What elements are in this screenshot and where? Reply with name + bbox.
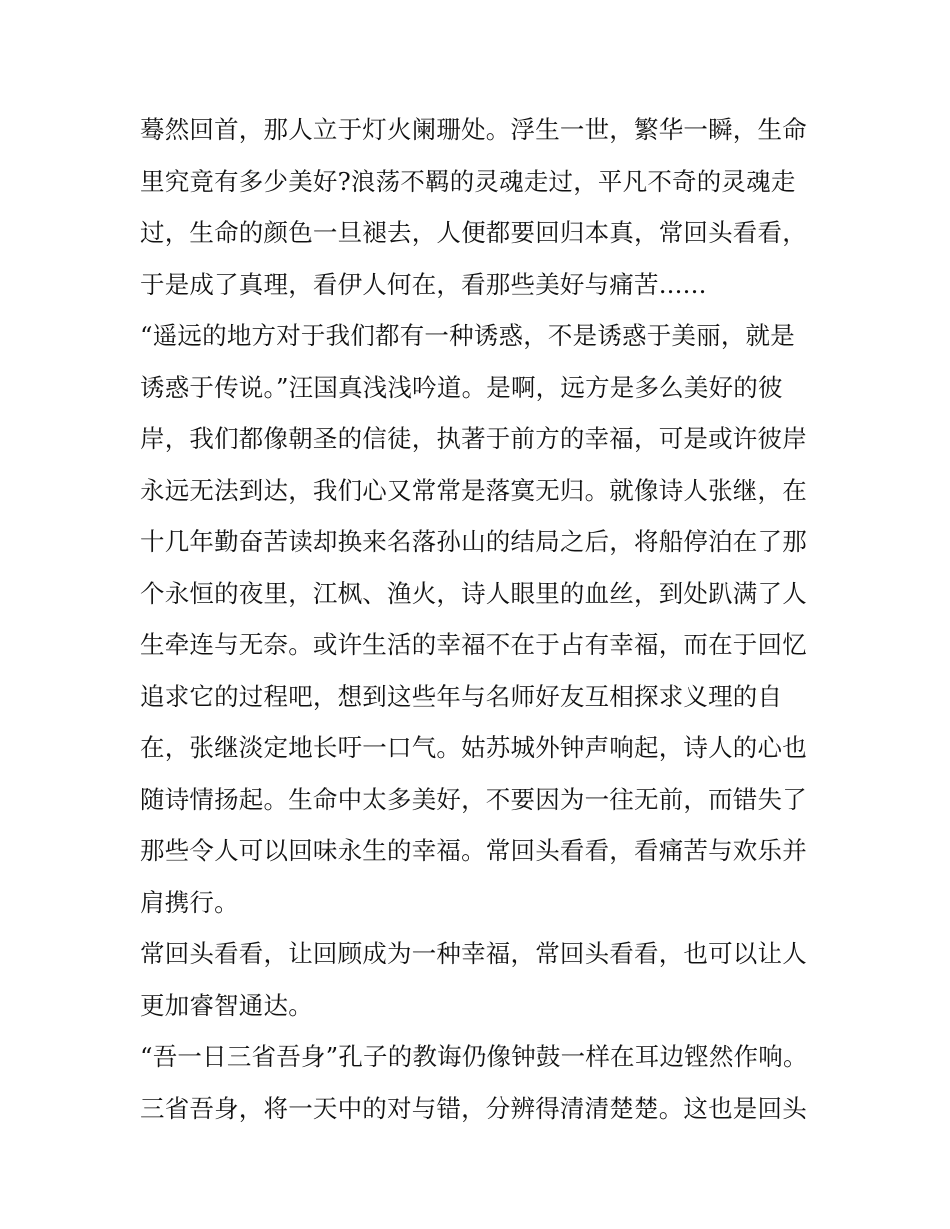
text-line: 蓦然回首，那人立于灯火阑珊处。浮生一世，繁华一瞬，生命	[140, 115, 807, 144]
text-line: 生牵连与无奈。或许生活的幸福不在于占有幸福，而在于回忆	[140, 630, 807, 659]
essay-body	[140, 104, 830, 1134]
text-line: 岸，我们都像朝圣的信徒，执著于前方的幸福，可是或许彼岸	[140, 424, 807, 453]
text-line: 常回头看看，让回顾成为一种幸福，常回头看看，也可以让人	[140, 939, 807, 968]
text-line: 随诗情扬起。生命中太多美好，不要因为一往无前，而错失了	[140, 784, 807, 814]
text-line: 三省吾身，将一天中的对与错，分辨得清清楚楚。这也是回头	[140, 1093, 807, 1123]
text-line: “吾一日三省吾身”孔子的教诲仍像钟鼓一样在耳边铿然作响。	[140, 1042, 808, 1071]
text-line: “遥远的地方对于我们都有一种诱惑，不是诱惑于美丽，就是	[140, 321, 795, 350]
text-line: 十几年勤奋苦读却换来名落孙山的结局之后，将船停泊在了那	[140, 527, 807, 556]
text-line: 肩携行。	[140, 887, 239, 917]
text-line: 于是成了真理，看伊人何在，看那些美好与痛苦......	[140, 269, 707, 299]
text-line: 那些令人可以回味永生的幸福。常回头看看，看痛苦与欢乐并	[140, 836, 807, 865]
text-line: 诱惑于传说。”汪国真浅浅吟道。是啊，远方是多么美好的彼	[140, 372, 783, 402]
text-line: 在，张继淡定地长吁一口气。姑苏城外钟声响起，诗人的心也	[140, 733, 807, 762]
text-line: 个永恒的夜里，江枫、渔火，诗人眼里的血丝，到处趴满了人	[140, 578, 807, 608]
text-line: 永远无法到达，我们心又常常是落寞无归。就像诗人张继，在	[140, 475, 807, 505]
text-line: 更加睿智通达。	[140, 990, 313, 1020]
text-line: 追求它的过程吧，想到这些年与名师好友互相探求义理的自	[140, 681, 783, 711]
text-line: 里究竟有多少美好?浪荡不羁的灵魂走过，平凡不奇的灵魂走	[140, 166, 796, 196]
text-line: 过，生命的颜色一旦褪去，人便都要回归本真，常回头看看，	[140, 218, 807, 247]
